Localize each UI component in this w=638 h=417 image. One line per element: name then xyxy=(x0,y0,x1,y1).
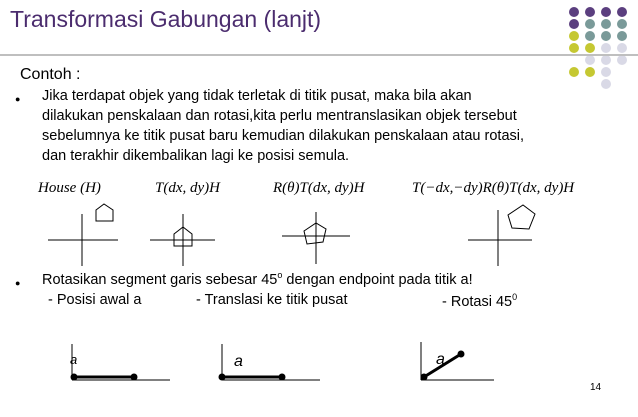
decorative-dot xyxy=(617,31,627,41)
decorative-dot xyxy=(569,7,579,17)
decorative-dot xyxy=(585,67,595,77)
formula-translate: T(dx, dy)H xyxy=(155,180,220,196)
segment-initial xyxy=(70,344,170,381)
page-number: 14 xyxy=(590,382,602,393)
example-heading: Contoh : xyxy=(20,66,81,83)
point-label-a: a xyxy=(234,353,243,370)
decorative-dot xyxy=(585,19,595,29)
slide-title: Transformasi Gabungan (lanjt) xyxy=(10,6,322,32)
paragraph-line: Jika terdapat objek yang tidak terletak di titik pusat, maka bila akan xyxy=(42,88,472,104)
house-shape xyxy=(304,223,326,244)
decorative-dot xyxy=(585,55,595,65)
title-divider xyxy=(0,54,638,56)
segment-diagrams xyxy=(0,340,638,400)
decorative-dot xyxy=(585,7,595,17)
point-label-a: a xyxy=(70,352,78,367)
decorative-dot xyxy=(601,7,611,17)
house-shape xyxy=(508,205,535,229)
bullet-paragraph-1 xyxy=(42,86,627,166)
decorative-dot xyxy=(569,67,579,77)
segment-rotated xyxy=(421,342,495,381)
decorative-dot xyxy=(617,43,627,53)
bullet-icon: ● xyxy=(15,94,21,104)
decorative-dot xyxy=(617,7,627,17)
step-translate-origin: - Translasi ke titik pusat xyxy=(196,292,348,308)
formula-translate-back: T(−dx,−dy)R(θ)T(dx, dy)H xyxy=(412,180,575,196)
segment-translated xyxy=(219,344,321,381)
paragraph-line: dilakukan penskalaan dan rotasi,kita perlu mentranslasikan objek tersebut xyxy=(42,108,517,124)
transformation-figures xyxy=(0,196,638,276)
decorative-dot xyxy=(601,19,611,29)
figure-translated xyxy=(150,214,215,266)
decorative-dot xyxy=(617,55,627,65)
paragraph-line: sebelumnya ke titik pusat baru kemudian dilakukan penskalaan atau rotasi, xyxy=(42,128,525,144)
decorative-dot xyxy=(601,67,611,77)
step-initial-position: - Posisi awal a xyxy=(48,292,142,308)
paragraph-line: dan terakhir dikembalikan lagi ke posisi semula. xyxy=(42,148,350,164)
decorative-dot xyxy=(617,19,627,29)
point-label-a: a xyxy=(436,351,445,368)
step-rotate: - Rotasi $45^0$ xyxy=(442,292,518,310)
decorative-dot xyxy=(569,43,579,53)
decorative-dot xyxy=(601,43,611,53)
formula-rotate: R(θ)T(dx, dy)H xyxy=(273,180,365,196)
house-shape xyxy=(96,204,113,221)
decorative-dot xyxy=(601,55,611,65)
bullet-icon: ● xyxy=(15,278,21,288)
bullet-paragraph-2: Rotasikan segment garis sebesar 45$^o$ dengan endpoint pada titik a! xyxy=(42,270,473,288)
decorative-dot xyxy=(585,43,595,53)
decorative-dot xyxy=(585,31,595,41)
figure-restored xyxy=(468,205,535,266)
figure-house xyxy=(48,204,118,266)
decorative-dot xyxy=(569,19,579,29)
decorative-dot xyxy=(569,31,579,41)
decorative-dot xyxy=(601,31,611,41)
formula-house: House (H) xyxy=(38,180,101,196)
figure-rotated xyxy=(282,212,350,264)
decorative-dot-grid xyxy=(566,4,638,90)
